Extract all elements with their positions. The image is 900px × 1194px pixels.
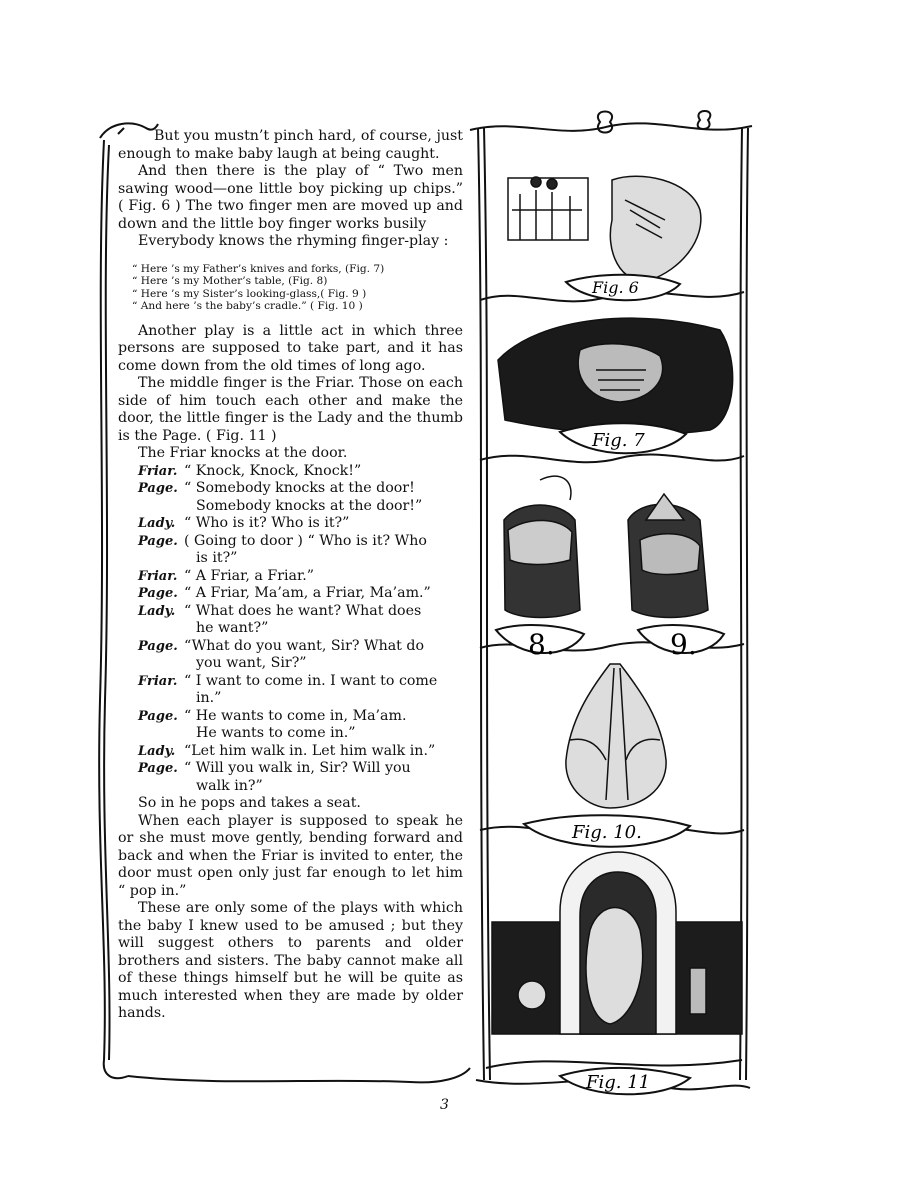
dialogue-line xyxy=(118,585,463,603)
dialogue-line xyxy=(118,603,463,638)
dialogue-line xyxy=(118,533,463,568)
speaker: Page. xyxy=(138,481,178,497)
speech: “ Somebody knocks at the door! xyxy=(184,480,415,497)
paragraph-friar: The middle finger is the Friar. Those on each side of him touch each other and make the door, the little finger is the Lady and the thumb is the Page. ( Fig. 11 ) xyxy=(118,375,463,444)
fig8-caption: 8. xyxy=(528,628,555,661)
fig8-illustration xyxy=(504,476,580,617)
speech: “Let him walk in. Let him walk in.” xyxy=(184,742,436,759)
body-text xyxy=(118,128,463,1023)
speech: “ A Friar, Ma’am, a Friar, Ma’am.” xyxy=(184,585,431,602)
paragraph-pops-in: So in he pops and takes a seat. xyxy=(138,795,361,812)
speech-continuation: in.” xyxy=(196,690,222,707)
speech-continuation: Somebody knocks at the door!” xyxy=(196,497,423,514)
speaker: Friar. xyxy=(138,673,178,689)
dialogue-line xyxy=(118,673,463,708)
dialogue-line xyxy=(118,568,463,586)
fig9-illustration xyxy=(628,494,708,618)
speaker: Friar. xyxy=(138,463,178,479)
dialogue-line xyxy=(118,708,463,743)
paragraph-each-player: When each player is supposed to speak he or she must move gently, bending forward and back and when the Friar is invited to enter, the door must open only just far enough to let him “ pop in.” xyxy=(118,812,463,899)
fig7-illustration xyxy=(498,318,733,434)
speech-continuation: you want, Sir?” xyxy=(196,655,307,672)
fig11-illustration xyxy=(492,852,742,1034)
speech-continuation: walk in?” xyxy=(196,777,263,794)
speaker: Lady. xyxy=(138,516,176,532)
rhyme-line: “ Here ’s my Mother’s table, (Fig. 8) xyxy=(132,275,328,288)
speech: “ I want to come in. I want to come xyxy=(184,672,438,689)
fig6-caption: Fig. 6 xyxy=(592,278,639,297)
dialogue-line xyxy=(118,760,463,795)
speaker: Page. xyxy=(138,533,178,549)
speaker: Lady. xyxy=(138,743,176,759)
rhyme-block xyxy=(132,263,463,313)
speaker: Friar. xyxy=(138,568,178,584)
speech-continuation: He wants to come in.” xyxy=(196,725,356,742)
dialogue-line xyxy=(118,463,463,481)
fig7-caption: Fig. 7 xyxy=(592,430,645,451)
paragraph-sawing-wood: And then there is the play of “ Two men sawing wood—one little boy picking up chips.” ( Fig. 6 ) The two finger men are moved up and down and the little boy finger works busily xyxy=(118,163,463,232)
dialogue-line xyxy=(118,638,463,673)
speaker: Lady. xyxy=(138,603,176,619)
page-number: 3 xyxy=(440,1097,449,1113)
fig6-illustration xyxy=(508,176,701,280)
speech: “What do you want, Sir? What do xyxy=(184,637,425,654)
dialogue xyxy=(118,463,463,796)
speech: ( Going to door ) “ Who is it? Who xyxy=(184,532,427,549)
fig10-caption: Fig. 10. xyxy=(572,822,642,843)
speaker: Page. xyxy=(138,761,178,777)
opening-paragraph: But you mustn’t pinch hard, of course, just enough to make baby laugh at being caught. xyxy=(118,128,463,162)
speech: “ Will you walk in, Sir? Will you xyxy=(184,760,411,777)
speech: “ He wants to come in, Ma’am. xyxy=(184,707,407,724)
dialogue-line xyxy=(118,515,463,533)
dialogue-line xyxy=(118,743,463,761)
speech: “ What does he want? What does xyxy=(184,602,422,619)
dialogue-line xyxy=(118,480,463,515)
speaker: Page. xyxy=(138,586,178,602)
speech-continuation: is it?” xyxy=(196,550,238,567)
rhyme-line: “ Here ’s my Sister’s looking-glass,( Fig. 9 ) xyxy=(132,287,367,300)
speech: “ Knock, Knock, Knock!” xyxy=(184,462,362,479)
fig11-caption: Fig. 11 xyxy=(586,1072,651,1093)
paragraph-three-persons: Another play is a little act in which three persons are supposed to take part, and it has come down from the old times of long ago. xyxy=(118,322,463,374)
rhyme-line: “ And here ’s the baby’s cradle.” ( Fig. 10 ) xyxy=(132,300,363,313)
paragraph-closing: These are only some of the plays with which the baby I knew used to be amused ; but they will suggest others to parents and older brothers and sisters. The baby cannot make all of these things himself but he will be quite as much interested when they are made by older hands. xyxy=(118,900,463,1022)
fig9-caption: 9. xyxy=(670,628,697,661)
speaker: Page. xyxy=(138,708,178,724)
speech: “ A Friar, a Friar.” xyxy=(184,567,314,584)
speech-continuation: he want?” xyxy=(196,620,269,637)
speaker: Page. xyxy=(138,638,178,654)
speech: “ Who is it? Who is it?” xyxy=(184,515,350,532)
fig10-illustration xyxy=(566,664,666,808)
rhyme-line: “ Here ’s my Father’s knives and forks, (Fig. 7) xyxy=(132,262,385,275)
paragraph-rhyme-intro: Everybody knows the rhyming finger-play : xyxy=(138,233,449,249)
paragraph-friar-knocks: The Friar knocks at the door. xyxy=(138,445,348,462)
